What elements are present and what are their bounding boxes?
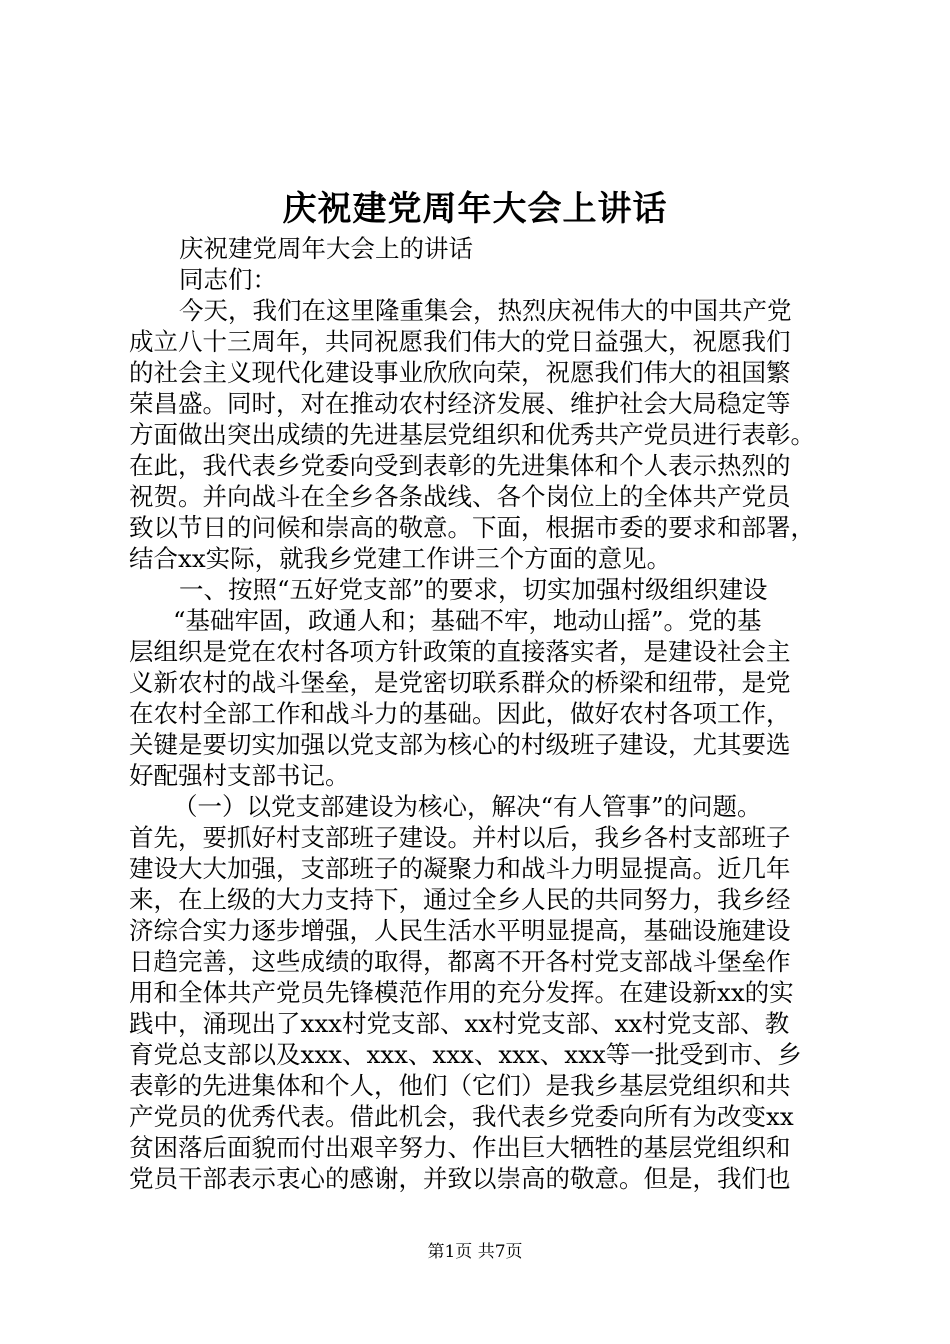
text-line: 好配强村支部书记。 <box>129 761 350 790</box>
page-footer: 第1页 共7页 <box>427 1242 523 1262</box>
text-line: 荣昌盛。同时，对在推动农村经济发展、维护社会大局稳定等 <box>129 389 791 418</box>
text-line: 首先，要抓好村支部班子建设。并村以后，我乡各村支部班子 <box>129 823 791 852</box>
text-line: 日趋完善，这些成绩的取得，都离不开各村党支部战斗堡垒作 <box>129 947 791 976</box>
text-line: 义新农村的战斗堡垒，是党密切联系群众的桥梁和纽带，是党 <box>129 668 791 697</box>
subsection-heading: （一）以党支部建设为核心，解决“有人管事”的问题。 <box>173 792 762 821</box>
text-line: 育党总支部以及xxx、xxx、xxx、xxx、xxx等一批受到市、乡 <box>129 1040 802 1069</box>
text-line: 践中，涌现出了xxx村党支部、xx村党支部、xx村党支部、教 <box>129 1009 790 1038</box>
text-line: 今天，我们在这里隆重集会，热烈庆祝伟大的中国共产党 <box>179 296 792 325</box>
text-line: 贫困落后面貌而付出艰辛努力、作出巨大牺牲的基层党组织和 <box>129 1133 791 1162</box>
text-line: 成立八十三周年，共同祝愿我们伟大的党日益强大，祝愿我们 <box>129 327 791 356</box>
text-line: 祝贺。并向战斗在全乡各条战线、各个岗位上的全体共产党员 <box>129 482 791 511</box>
text-line: 层组织是党在农村各项方针政策的直接落实者，是建设社会主 <box>129 637 791 666</box>
text-line: 党员干部表示衷心的感谢，并致以崇高的敬意。但是，我们也 <box>129 1164 791 1193</box>
text-line: 用和全体共产党员先锋模范作用的充分发挥。在建设新xx的实 <box>129 978 794 1007</box>
text-line: 济综合实力逐步增强，人民生活水平明显提高，基础设施建设 <box>129 916 791 945</box>
text-line: 在此，我代表乡党委向受到表彰的先进集体和个人表示热烈的 <box>129 451 791 480</box>
text-line: 关键是要切实加强以党支部为核心的村级班子建设，尤其要选 <box>129 730 791 759</box>
text-line: 的社会主义现代化建设事业欣欣向荣，祝愿我们伟大的祖国繁 <box>129 358 791 387</box>
section-heading: 一、按照“五好党支部”的要求，切实加强村级组织建设 <box>179 575 768 604</box>
text-line: 产党员的优秀代表。借此机会，我代表乡党委向所有为改变xx <box>129 1102 794 1131</box>
document-title: 庆祝建党周年大会上讲话 <box>282 189 668 229</box>
salutation-line: 同志们： <box>179 265 277 294</box>
text-line: 在农村全部工作和战斗力的基础。因此，做好农村各项工作， <box>129 699 791 728</box>
text-line: 来，在上级的大力支持下，通过全乡人民的共同努力，我乡经 <box>129 885 791 914</box>
subtitle-line: 庆祝建党周年大会上的讲话 <box>179 234 473 263</box>
text-line: 方面做出突出成绩的先进基层党组织和优秀共产党员进行表彰。 <box>129 420 815 449</box>
text-line: “基础牢固，政通人和；基础不牢，地动山摇”。党的基 <box>173 606 762 635</box>
text-line: 致以节日的问候和崇高的敬意。下面，根据市委的要求和部署， <box>129 513 815 542</box>
text-line: 表彰的先进集体和个人，他们（它们）是我乡基层党组织和共 <box>129 1071 791 1100</box>
text-line: 建设大大加强，支部班子的凝聚力和战斗力明显提高。近几年 <box>129 854 791 883</box>
document-body <box>129 233 834 1194</box>
text-line: 结合xx实际，就我乡党建工作讲三个方面的意见。 <box>129 544 672 573</box>
